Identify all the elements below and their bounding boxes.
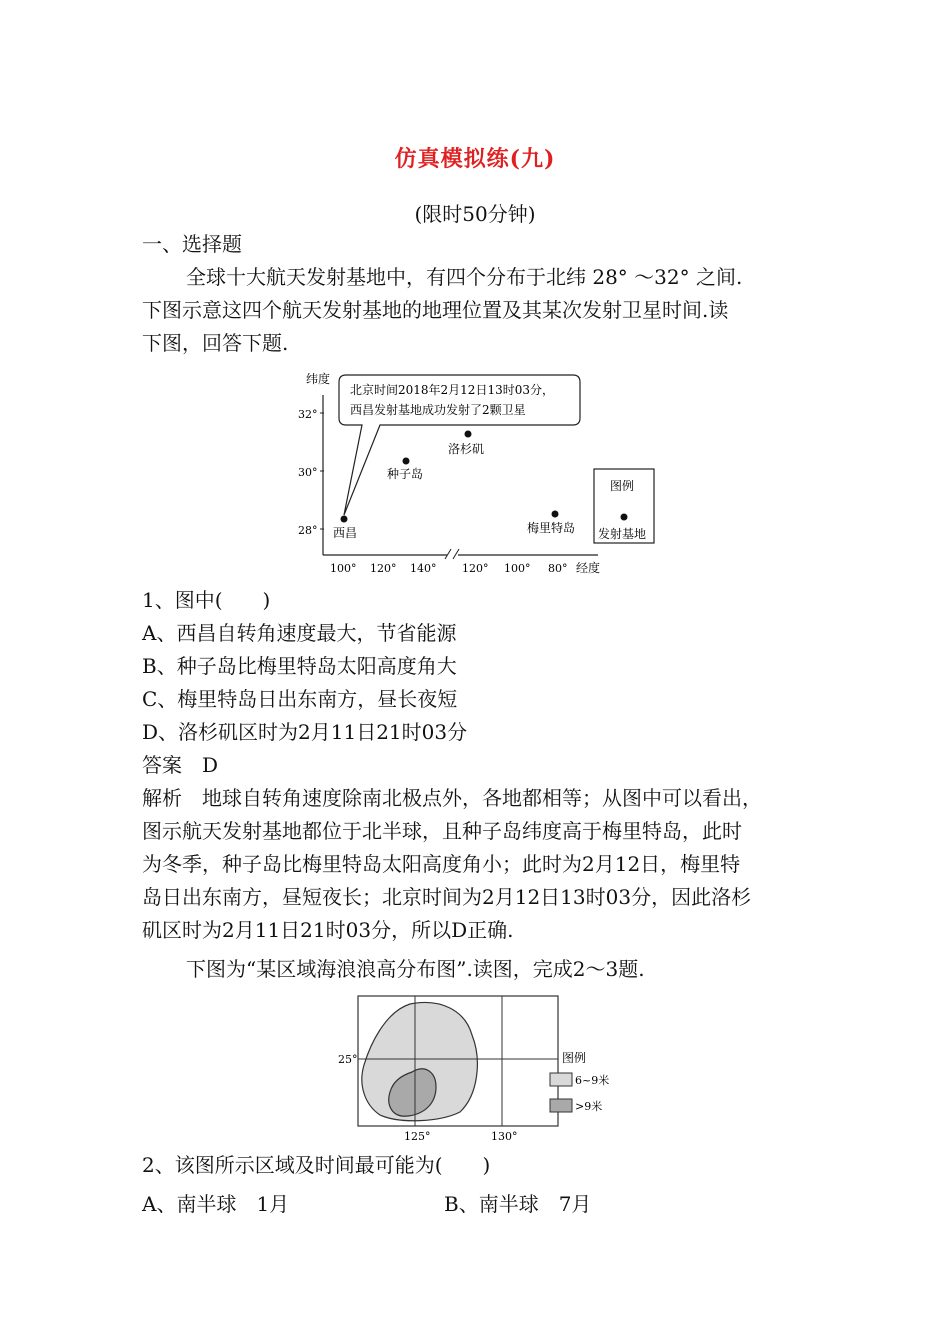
page-title: 仿真模拟练(九) <box>394 146 556 172</box>
question-stem: 2、该图所示区域及时间最可能为( ) <box>142 1153 491 1177</box>
x-tick: 100° <box>330 562 357 575</box>
wave-height-map <box>330 990 620 1145</box>
callout-text: 北京时间2018年2月12日13时03分， <box>350 383 554 397</box>
lon-label: 130° <box>491 1130 518 1143</box>
legend-item: 6~9米 <box>575 1074 610 1087</box>
site-dot-merritt-island <box>552 511 559 518</box>
lat-label: 25° <box>338 1053 358 1066</box>
site-label: 种子岛 <box>387 467 424 481</box>
legend-dot <box>621 514 628 521</box>
y-tick: 30° <box>298 466 318 479</box>
option-b: B、南半球 7月 <box>444 1192 592 1216</box>
legend-title: 图例 <box>610 479 635 493</box>
legend-title: 图例 <box>562 1051 587 1065</box>
lon-label: 125° <box>404 1130 431 1143</box>
intro-line: 下图，回答下题. <box>142 331 289 355</box>
intro-line: 全球十大航天发射基地中，有四个分布于北纬 28° ～32° 之间. <box>186 265 743 289</box>
site-label: 洛杉矶 <box>448 442 485 456</box>
x-tick: 120° <box>462 562 489 575</box>
x-axis-label: 经度 <box>576 561 601 575</box>
analysis-line: 图示航天发射基地都位于北半球，且种子岛纬度高于梅里特岛，此时 <box>142 819 742 843</box>
x-tick: 140° <box>410 562 437 575</box>
answer: 答案 D <box>142 753 219 777</box>
launch-site-figure <box>290 365 660 580</box>
y-tick: 32° <box>298 408 318 421</box>
option-a: A、西昌自转角速度最大，节省能源 <box>142 621 457 645</box>
y-axis-label: 纬度 <box>306 372 331 386</box>
site-dot-los-angeles <box>465 431 472 438</box>
analysis-line: 矶区时为2月11日21时03分，所以D正确. <box>142 918 514 942</box>
analysis-line: 解析 地球自转角速度除南北极点外，各地都相等；从图中可以看出， <box>142 786 762 810</box>
time-limit: (限时50分钟) <box>414 202 536 226</box>
analysis-line: 岛日出东南方，昼短夜长；北京时间为2月12日13时03分，因此洛杉 <box>142 885 752 909</box>
legend-item: 发射基地 <box>598 527 647 541</box>
legend-item: >9米 <box>575 1100 603 1113</box>
analysis-line: 为冬季，种子岛比梅里特岛太阳高度角小；此时为2月12日，梅里特 <box>142 852 741 876</box>
option-b: B、种子岛比梅里特岛太阳高度角大 <box>142 654 457 678</box>
site-dot-tanegashima <box>403 458 410 465</box>
axis-break <box>453 549 459 559</box>
site-dot-xichang <box>341 516 348 523</box>
axis-break <box>445 549 451 559</box>
x-tick: 120° <box>370 562 397 575</box>
question-stem: 1、图中( ) <box>142 588 271 612</box>
legend-swatch-dark <box>550 1099 572 1112</box>
legend-swatch-light <box>550 1073 572 1086</box>
option-d: D、洛杉矶区时为2月11日21时03分 <box>142 720 468 744</box>
x-tick: 80° <box>548 562 568 575</box>
option-a: A、南半球 1月 <box>142 1192 290 1216</box>
section-heading: 一、选择题 <box>142 232 242 256</box>
x-tick: 100° <box>504 562 531 575</box>
site-label: 梅里特岛 <box>527 521 576 535</box>
callout-text: 西昌发射基地成功发射了2颗卫星 <box>350 403 526 417</box>
intro-line: 下图为“某区域海浪浪高分布图”.读图，完成2～3题. <box>186 957 645 981</box>
site-label: 西昌 <box>333 526 358 540</box>
intro-line: 下图示意这四个航天发射基地的地理位置及其某次发射卫星时间.读 <box>142 298 729 322</box>
y-tick: 28° <box>298 524 318 537</box>
option-c: C、梅里特岛日出东南方，昼长夜短 <box>142 687 458 711</box>
